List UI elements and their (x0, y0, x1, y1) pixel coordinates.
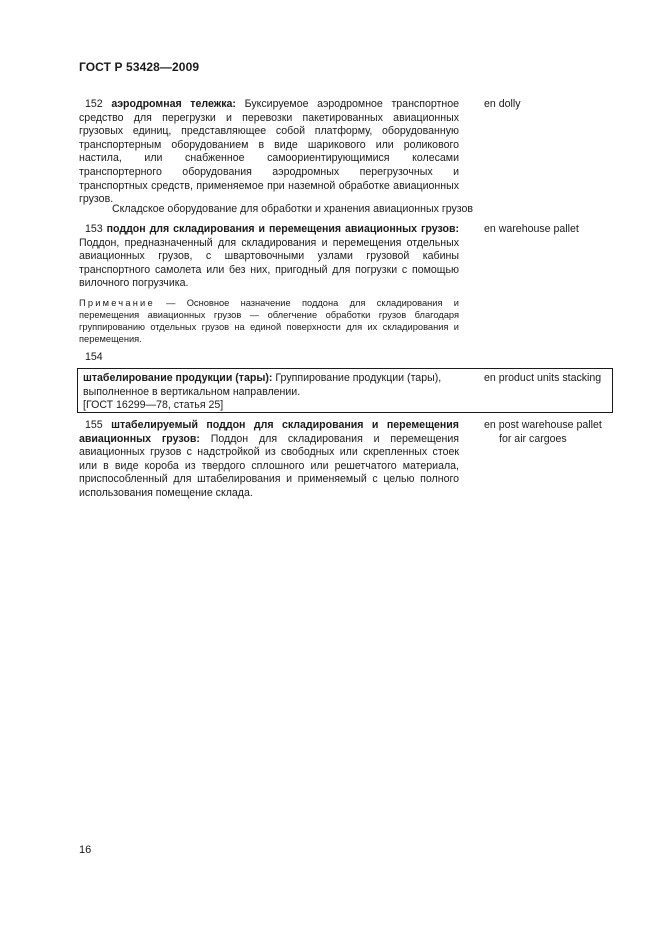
term-153-note (79, 297, 459, 345)
term-154-entry (83, 372, 469, 413)
term-152-name: аэродромная тележка: (111, 98, 236, 110)
term-154-number: 154 (85, 351, 103, 363)
term-153-entry (79, 223, 459, 291)
term-152-english: en dolly (484, 98, 521, 110)
term-152-number: 152 (85, 98, 103, 110)
term-152-entry (79, 98, 459, 207)
term-155-english-line1: en post warehouse pallet (484, 419, 602, 431)
term-153-number: 153 (85, 223, 103, 235)
page-number: 16 (79, 844, 92, 856)
term-154-source: [ГОСТ 16299—78, статья 25] (83, 399, 224, 412)
term-152-definition: Буксируемое аэродромное транспортное средство для перегрузки и перевозки пакетированных авиационных грузовых единиц, представляющее собой платформу, оборудованную транспортерным оборудованием в виде шарикового или роликового настила, или снабженное самоориентирующимися колесами транспортерного оборудования аэродромных перегрузочных и транспортных средств, применяемое при наземной обработке авиационных грузов. (79, 98, 459, 206)
term-155-name: штабелируемый поддон для складирования и перемещения авиационных грузов: (79, 419, 459, 445)
term-155-entry (79, 419, 459, 501)
term-154-box (77, 368, 613, 413)
term-153-name: поддон для складирования и перемещения авиационных грузов: (106, 223, 459, 235)
term-153-english: en warehouse pallet (484, 223, 579, 235)
term-154-name: штабелирование продукции (тары): (83, 372, 273, 384)
term-154-definition: Группирование продукции (тары), выполненное в вертикальном направлении. (83, 372, 442, 398)
document-header: ГОСТ Р 53428—2009 (79, 60, 200, 74)
term-155-english-line2: for air cargoes (499, 433, 567, 445)
term-153-definition: Поддон, предназначенный для складирования и перемещения отдельных авиационных грузов, с швартовочными узлами грузовой кабины транспортного самолета или без них, пригодный для погрузки с помощью вилочного погрузчика. (79, 236, 459, 290)
term-155-definition: Поддон для складирования и перемещения авиационных грузов с надстройкой из свободных или скрепленных стоек или в виде короба из твердого сплошного или решетчатого материала, приспособленный для штабелирования и применяемый с целью полного использования помещение склада. (79, 432, 459, 499)
note-text: — Основное назначение поддона для складирования и перемещения авиационных грузов — облегчение обработки грузов благодаря группированию отдельных грузов на единой поверхности для их складирования и перемещения. (79, 298, 459, 345)
note-label: Примечание (79, 298, 155, 308)
term-154-english: en product units stacking (484, 372, 602, 384)
term-155-number: 155 (85, 419, 103, 431)
section-heading: Складское оборудование для обработки и хранения авиационных грузов (112, 203, 474, 215)
